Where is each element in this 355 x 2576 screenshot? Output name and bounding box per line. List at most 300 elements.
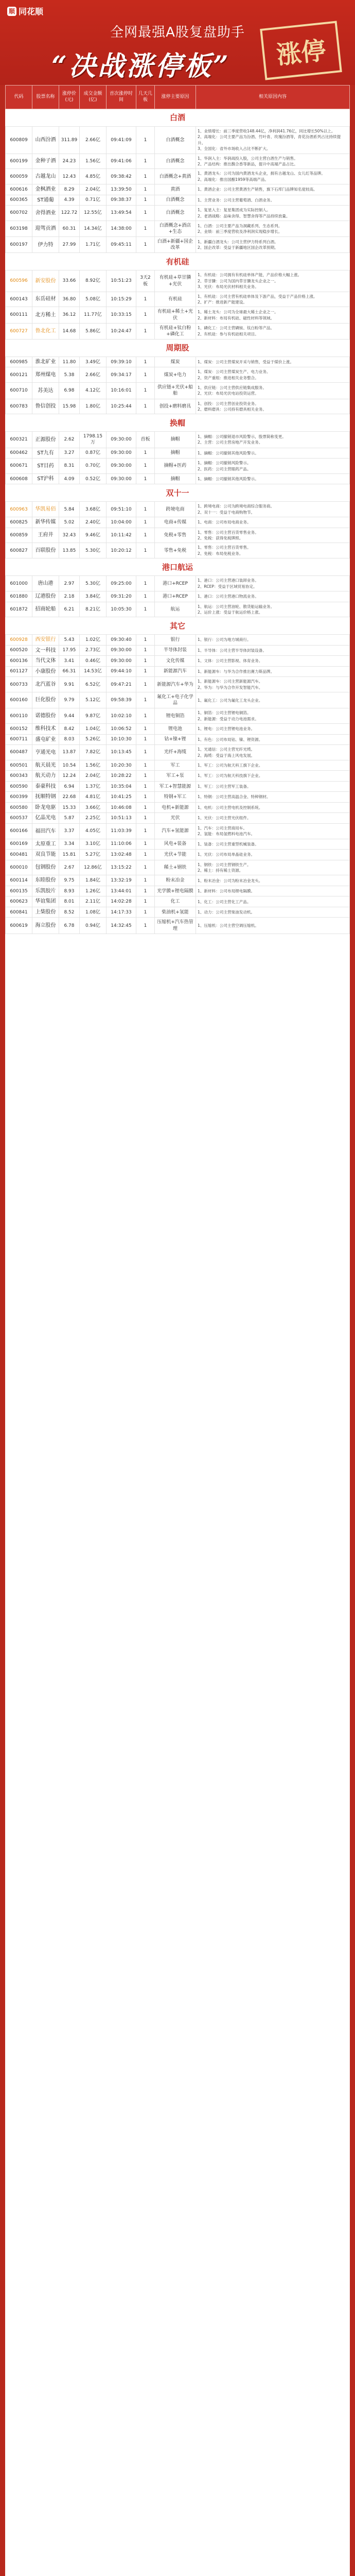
stock-code[interactable]: 600580 xyxy=(6,802,32,813)
stock-name[interactable]: ST目药 xyxy=(32,459,59,474)
reason-detail: 1、新疆白酒龙头：公司主营伊力特系列白酒。 2、国企改革：受益于新疆地区国企改革预期。 xyxy=(196,237,350,253)
table-row[interactable] xyxy=(6,357,350,367)
first-limit-time: 10:04:00 xyxy=(106,517,136,528)
table-row[interactable] xyxy=(6,195,350,206)
stock-code[interactable]: 600596 xyxy=(6,270,32,292)
limit-reason: 白酒概念 xyxy=(155,195,196,206)
reason-detail: 1、主营业务：公司主营葡萄酒、白酒业务。 xyxy=(196,195,350,206)
stock-name[interactable]: 双良节能 xyxy=(32,850,59,860)
table-row[interactable] xyxy=(6,323,350,339)
first-limit-time: 10:20:12 xyxy=(106,543,136,558)
section-title: 有机硅 xyxy=(6,253,350,270)
table-row[interactable] xyxy=(6,206,350,221)
limit-reason: 光伏 xyxy=(155,813,196,824)
stock-code[interactable]: 600121 xyxy=(6,367,32,383)
first-limit-time: 13:49:54 xyxy=(106,206,136,221)
stock-code[interactable]: 600501 xyxy=(6,760,32,771)
table-row[interactable] xyxy=(6,645,350,656)
table-row[interactable] xyxy=(6,792,350,803)
stock-code[interactable]: 600136 xyxy=(6,656,32,667)
reason-detail: 1、动力：公司主营柴油发动机。 xyxy=(196,907,350,918)
stock-name[interactable]: 海立股份 xyxy=(32,918,59,934)
board-count: 1 xyxy=(136,602,155,617)
limit-price: 6.98 xyxy=(59,383,80,399)
stock-code[interactable]: 600827 xyxy=(6,543,32,558)
table-row[interactable] xyxy=(6,591,350,602)
stock-name[interactable]: 上柴股份 xyxy=(32,907,59,918)
stock-code[interactable]: 600166 xyxy=(6,823,32,839)
trade-amount: 0.52亿 xyxy=(80,473,106,484)
first-limit-time: 09:30:00 xyxy=(106,432,136,448)
limit-price: 9.79 xyxy=(59,692,80,708)
stock-name[interactable]: 金枫酒业 xyxy=(32,184,59,195)
stock-name[interactable]: 福田汽车 xyxy=(32,823,59,839)
stock-code[interactable]: 600343 xyxy=(6,771,32,782)
reason-detail: 1、复星入主：复星集团成为实际控制人。 2、老酒战略：品味舍得、智慧舍得等产品持续放量。 xyxy=(196,206,350,221)
table-row[interactable] xyxy=(6,781,350,792)
table-row[interactable] xyxy=(6,760,350,771)
reason-detail: 1、特钢：公司主营高温合金、特种钢材。 xyxy=(196,792,350,803)
stock-name[interactable]: ST九有 xyxy=(32,448,59,459)
table-row[interactable] xyxy=(6,875,350,886)
stock-name[interactable]: 亨通光电 xyxy=(32,745,59,760)
table-row[interactable] xyxy=(6,635,350,646)
stock-name[interactable]: 唐山港 xyxy=(32,576,59,591)
table-row[interactable] xyxy=(6,666,350,677)
limit-reason: 光学膜+锂电隔膜 xyxy=(155,886,196,896)
trade-amount: 2.04亿 xyxy=(80,771,106,782)
limit-price: 33.66 xyxy=(59,270,80,292)
limit-reason: 白酒概念 xyxy=(155,206,196,221)
board-count: 1 xyxy=(136,502,155,517)
limit-reason: 白酒概念+黄酒 xyxy=(155,169,196,184)
table-row[interactable] xyxy=(6,154,350,169)
stock-code[interactable]: 600733 xyxy=(6,677,32,692)
page-header xyxy=(0,0,355,85)
stock-code[interactable]: 600537 xyxy=(6,813,32,824)
stock-name[interactable]: 华凯易佰 xyxy=(32,502,59,517)
trade-amount: 3.84亿 xyxy=(80,591,106,602)
logo-icon: 顺 xyxy=(7,7,16,16)
limit-reason: 特钢+军工 xyxy=(155,792,196,803)
reason-detail: 1、摘帽：公司撤销风险警示。 2、医药：公司主营眼药产品。 xyxy=(196,459,350,474)
limit-price: 22.68 xyxy=(59,792,80,803)
stock-code[interactable]: 600481 xyxy=(6,850,32,860)
table-row[interactable] xyxy=(6,528,350,543)
trade-amount: 12.86亿 xyxy=(80,860,106,875)
trade-amount: 8.92亿 xyxy=(80,270,106,292)
limit-reason: 煤炭 xyxy=(155,357,196,367)
limit-price: 24.23 xyxy=(59,154,80,169)
stock-name[interactable]: 新安股份 xyxy=(32,270,59,292)
board-count: 1 xyxy=(136,528,155,543)
stock-code[interactable]: 600783 xyxy=(6,399,32,414)
board-count: 1 xyxy=(136,591,155,602)
stock-name[interactable]: 乐凯胶片 xyxy=(32,886,59,896)
trade-amount: 4.81亿 xyxy=(80,792,106,803)
stock-code[interactable]: 601000 xyxy=(6,576,32,591)
table-row[interactable] xyxy=(6,692,350,708)
trade-amount: 0.70亿 xyxy=(80,459,106,474)
table-row[interactable] xyxy=(6,813,350,824)
table-row[interactable] xyxy=(6,734,350,745)
reason-detail: 1、航运：公司主营油轮、散货船运输业务。 2、运价上涨：受益于航运价格上涨。 xyxy=(196,602,350,617)
table-row[interactable] xyxy=(6,448,350,459)
limit-price: 2.62 xyxy=(59,432,80,448)
limit-reason: 有机硅+钛白粉+磷化工 xyxy=(155,323,196,339)
table-row[interactable] xyxy=(6,473,350,484)
stock-name[interactable]: 金种子酒 xyxy=(32,154,59,169)
limit-reason: 创投+磨料磨具 xyxy=(155,399,196,414)
limit-price: 5.02 xyxy=(59,517,80,528)
table-row[interactable] xyxy=(6,850,350,860)
stock-code[interactable]: 601880 xyxy=(6,591,32,602)
stock-code[interactable]: 601127 xyxy=(6,666,32,677)
stock-name[interactable]: 淮北矿业 xyxy=(32,357,59,367)
stock-name[interactable]: 北方稀土 xyxy=(32,307,59,323)
trade-amount: 1.26亿 xyxy=(80,886,106,896)
trade-amount: 4.85亿 xyxy=(80,169,106,184)
board-count: 1 xyxy=(136,656,155,667)
table-row[interactable] xyxy=(6,221,350,236)
stock-name[interactable]: 航天晨光 xyxy=(32,760,59,771)
stock-name[interactable]: 鲁信创投 xyxy=(32,399,59,414)
stock-code[interactable]: 600152 xyxy=(6,724,32,735)
reason-detail: 1、零售：公司主营百货零售业务。 2、免税：获得免税牌照。 xyxy=(196,528,350,543)
board-count: 1 xyxy=(136,459,155,474)
board-count: 1 xyxy=(136,792,155,803)
limit-reason: 文化传媒 xyxy=(155,656,196,667)
limit-price: 9.91 xyxy=(59,677,80,692)
table-row[interactable] xyxy=(6,307,350,323)
stock-name[interactable]: 鲁北化工 xyxy=(32,323,59,339)
board-count: 1 xyxy=(136,708,155,724)
stock-code[interactable]: 600711 xyxy=(6,734,32,745)
limit-price: 9.75 xyxy=(59,875,80,886)
table-row[interactable] xyxy=(6,886,350,896)
limit-price: 3.27 xyxy=(59,448,80,459)
stock-code[interactable]: 600985 xyxy=(6,357,32,367)
stock-name[interactable]: 迎驾贡酒 xyxy=(32,221,59,236)
stock-code[interactable]: 600462 xyxy=(6,448,32,459)
first-limit-time: 09:44:10 xyxy=(106,666,136,677)
first-limit-time: 10:16:01 xyxy=(106,383,136,399)
limit-price: 5.84 xyxy=(59,502,80,517)
stock-code[interactable]: 600619 xyxy=(6,918,32,934)
first-limit-time: 09:25:00 xyxy=(106,576,136,591)
stock-code[interactable]: 600399 xyxy=(6,792,32,803)
board-count: 1 xyxy=(136,221,155,236)
board-count: 1 xyxy=(136,677,155,692)
stock-name[interactable]: 亿晶光电 xyxy=(32,813,59,824)
stock-code[interactable]: 600928 xyxy=(6,635,32,646)
stock-code[interactable]: 600169 xyxy=(6,839,32,850)
stock-name[interactable]: 山西汾酒 xyxy=(32,127,59,154)
trade-amount: 1.56亿 xyxy=(80,154,106,169)
limit-price: 15.81 xyxy=(59,850,80,860)
stock-name[interactable]: 招商轮船 xyxy=(32,602,59,617)
stock-name[interactable]: 包钢股份 xyxy=(32,860,59,875)
stock-code[interactable]: 600590 xyxy=(6,781,32,792)
stock-name[interactable]: 航天动力 xyxy=(32,771,59,782)
first-limit-time: 09:34:17 xyxy=(106,367,136,383)
stock-code[interactable]: 600702 xyxy=(6,206,32,221)
reason-detail: 1、华润入主：华润战投入股，公司主营白酒生产与销售。 2、产品结构：推出馥合香等新品，提升中高端产品占比。 xyxy=(196,154,350,169)
first-limit-time: 09:30:40 xyxy=(106,635,136,646)
first-limit-time: 10:33:15 xyxy=(106,307,136,323)
trade-amount: 9.87亿 xyxy=(80,708,106,724)
table-row[interactable] xyxy=(6,656,350,667)
trade-amount: 5.30亿 xyxy=(80,543,106,558)
table-row[interactable] xyxy=(6,169,350,184)
trade-amount: 0.94亿 xyxy=(80,918,106,934)
reason-detail: 1、港口：公司主营港口物流业务。 xyxy=(196,591,350,602)
reason-detail: 1、光通信：公司主营光纤光缆。 2、海缆：受益于海上风电发展。 xyxy=(196,745,350,760)
limit-reason: 风电+装备 xyxy=(155,839,196,850)
trade-amount: 5.08亿 xyxy=(80,292,106,307)
trade-amount: 2.66亿 xyxy=(80,367,106,383)
reason-detail: 1、跨境电商：公司为跨境电商综合服务商。 2、双十一：受益于电商购物节。 xyxy=(196,502,350,517)
stock-name[interactable]: 抚顺特钢 xyxy=(32,792,59,803)
limit-reason: 锂电池 xyxy=(155,724,196,735)
stock-name[interactable]: 西安银行 xyxy=(32,635,59,646)
trade-amount: 5.27亿 xyxy=(80,850,106,860)
table-row[interactable] xyxy=(6,270,350,292)
stock-name[interactable]: 诺德股份 xyxy=(32,708,59,724)
table-row[interactable] xyxy=(6,184,350,195)
table-row[interactable] xyxy=(6,576,350,591)
limit-price: 8.42 xyxy=(59,724,80,735)
first-limit-time: 10:41:25 xyxy=(106,792,136,803)
first-limit-time: 09:47:21 xyxy=(106,677,136,692)
stock-code[interactable]: 600608 xyxy=(6,473,32,484)
stock-code[interactable]: 600010 xyxy=(6,860,32,875)
table-row[interactable] xyxy=(6,459,350,474)
stock-name[interactable]: 华谊集团 xyxy=(32,896,59,907)
stock-code[interactable]: 600143 xyxy=(6,292,32,307)
section-header-row xyxy=(6,617,350,635)
stock-code[interactable]: 600520 xyxy=(6,645,32,656)
stock-name[interactable]: 维科技术 xyxy=(32,724,59,735)
stock-name[interactable]: 小康股份 xyxy=(32,666,59,677)
table-row[interactable] xyxy=(6,745,350,760)
stock-code[interactable]: 600841 xyxy=(6,907,32,918)
reason-detail: 1、港口：公司主营港口装卸业务。 2、RCEP：受益于区域贸易协定。 xyxy=(196,576,350,591)
stock-name[interactable]: 当代文体 xyxy=(32,656,59,667)
stock-code[interactable]: 600710 xyxy=(6,383,32,399)
limit-price: 2.67 xyxy=(59,860,80,875)
trade-amount: 2.25亿 xyxy=(80,813,106,824)
trade-amount: 3.10亿 xyxy=(80,839,106,850)
stock-code[interactable]: 601872 xyxy=(6,602,32,617)
reason-detail: 1、摘帽：公司撤销退市风险警示，股票简称变更。 2、主营：公司主营房地产开发业务。 xyxy=(196,432,350,448)
stock-name[interactable]: 辽港股份 xyxy=(32,591,59,602)
stock-name[interactable]: ST通葡 xyxy=(32,195,59,206)
board-count: 1 xyxy=(136,169,155,184)
stock-code[interactable]: 600487 xyxy=(6,745,32,760)
reason-detail: 1、锂电：公司主营锂电池业务。 xyxy=(196,724,350,735)
stock-code[interactable]: 600199 xyxy=(6,154,32,169)
stock-name[interactable]: ST沪科 xyxy=(32,473,59,484)
reason-detail: 1、摘帽：公司撤销其他风险警示。 xyxy=(196,448,350,459)
first-limit-time: 09:30:00 xyxy=(106,459,136,474)
stock-name[interactable]: 王府井 xyxy=(32,528,59,543)
reason-detail: 1、新能源车：公司主营新能源汽车。 2、华为：与华为合作开发智能汽车。 xyxy=(196,677,350,692)
stock-name[interactable]: 郑州煤电 xyxy=(32,367,59,383)
reason-detail: 1、银行：公司为地方城商行。 xyxy=(196,635,350,646)
board-count: 1 xyxy=(136,839,155,850)
stock-name[interactable]: 新华传媒 xyxy=(32,517,59,528)
reason-detail: 1、钢铁：公司主营钢铁生产。 2、稀土：持有稀土资源。 xyxy=(196,860,350,875)
trade-amount: 1.71亿 xyxy=(80,237,106,253)
board-count: 1 xyxy=(136,473,155,484)
table-row[interactable] xyxy=(6,724,350,735)
reason-detail: 1、氟化工：公司为氟化工龙头企业。 xyxy=(196,692,350,708)
limit-price: 8.01 xyxy=(59,896,80,907)
stock-code[interactable]: 600111 xyxy=(6,307,32,323)
stock-code[interactable]: 600114 xyxy=(6,875,32,886)
stock-name[interactable]: 伊力特 xyxy=(32,237,59,253)
limit-price: 8.31 xyxy=(59,459,80,474)
first-limit-time: 11:10:06 xyxy=(106,839,136,850)
table-row[interactable] xyxy=(6,602,350,617)
table-row[interactable] xyxy=(6,771,350,782)
first-limit-time: 09:30:00 xyxy=(106,656,136,667)
trade-amount: 1798.15万 xyxy=(80,432,106,448)
stock-name[interactable]: 泰豪科技 xyxy=(32,781,59,792)
table-row[interactable] xyxy=(6,823,350,839)
limit-price: 5.87 xyxy=(59,813,80,824)
first-limit-time: 09:39:10 xyxy=(106,357,136,367)
first-limit-time: 09:41:09 xyxy=(106,127,136,154)
trade-amount: 5.86亿 xyxy=(80,323,106,339)
table-row[interactable] xyxy=(6,896,350,907)
table-row[interactable] xyxy=(6,907,350,918)
stock-code[interactable]: 600859 xyxy=(6,528,32,543)
table-row[interactable] xyxy=(6,918,350,934)
reason-detail: 1、军工：公司为航天科工旗下企业。 xyxy=(196,760,350,771)
first-limit-time: 10:24:47 xyxy=(106,323,136,339)
board-count: 1 xyxy=(136,195,155,206)
first-limit-time: 10:10:30 xyxy=(106,734,136,745)
stock-code[interactable]: 603198 xyxy=(6,221,32,236)
stock-name[interactable]: 百联股份 xyxy=(32,543,59,558)
stock-code[interactable]: 600963 xyxy=(6,502,32,517)
limit-price: 66.31 xyxy=(59,666,80,677)
table-row[interactable] xyxy=(6,517,350,528)
stock-code[interactable]: 600135 xyxy=(6,886,32,896)
stock-code[interactable]: 600160 xyxy=(6,692,32,708)
table-row[interactable] xyxy=(6,839,350,850)
table-row[interactable] xyxy=(6,677,350,692)
stock-name[interactable]: 太原重工 xyxy=(32,839,59,850)
limit-price: 17.95 xyxy=(59,645,80,656)
board-count: 1 xyxy=(136,745,155,760)
board-count: 1 xyxy=(136,399,155,414)
table-row[interactable] xyxy=(6,127,350,154)
stock-name[interactable]: 文一科技 xyxy=(32,645,59,656)
stock-name[interactable]: 东睦股份 xyxy=(32,875,59,886)
table-row[interactable] xyxy=(6,383,350,399)
table-row[interactable] xyxy=(6,860,350,875)
trade-amount: 14.34亿 xyxy=(80,221,106,236)
board-count: 1 xyxy=(136,206,155,221)
stock-name[interactable]: 苏美达 xyxy=(32,383,59,399)
stock-name[interactable]: 正源股份 xyxy=(32,432,59,448)
stock-name[interactable]: 北汽蓝谷 xyxy=(32,677,59,692)
limit-reason: 汽车+氢能源 xyxy=(155,823,196,839)
reason-detail: 1、白酒：公司主要产品为洞藏系列、生态系列。 2、业绩：前三季度营收及净利润实现稳步增长。 xyxy=(196,221,350,236)
limit-reason: 新能源汽车 xyxy=(155,666,196,677)
limit-reason: 白酒+新疆+国企改革 xyxy=(155,237,196,253)
limit-price: 4.09 xyxy=(59,473,80,484)
stock-code[interactable]: 600727 xyxy=(6,323,32,339)
stock-name[interactable]: 卧龙电驱 xyxy=(32,802,59,813)
first-limit-time: 10:06:52 xyxy=(106,724,136,735)
reason-detail: 1、磷化工：公司主营磷铵、钛白粉等产品。 2、有机硅：参与有机硅相关项目。 xyxy=(196,323,350,339)
limit-reason: 煤炭+电力 xyxy=(155,367,196,383)
limit-reason: 白酒概念 xyxy=(155,127,196,154)
stock-name[interactable]: 舍得酒业 xyxy=(32,206,59,221)
reason-detail: 1、煤炭：公司主营煤炭开采与销售，受益于煤价上涨。 xyxy=(196,357,350,367)
board-count: 1 xyxy=(136,666,155,677)
limit-reason: 黄酒 xyxy=(155,184,196,195)
stock-code[interactable]: 600616 xyxy=(6,184,32,195)
reason-detail: 1、创投：公司主营创业投资业务。 2、磨料磨具：公司持有磨具相关业务。 xyxy=(196,399,350,414)
stock-code[interactable]: 600825 xyxy=(6,517,32,528)
limit-price: 15.98 xyxy=(59,399,80,414)
stock-name[interactable]: 古越龙山 xyxy=(32,169,59,184)
stock-code[interactable]: 600059 xyxy=(6,169,32,184)
stock-code[interactable]: 600671 xyxy=(6,459,32,474)
limit-reason: 氟化工+电子化学品 xyxy=(155,692,196,708)
trade-amount: 1.80亿 xyxy=(80,399,106,414)
trade-amount: 4.12亿 xyxy=(80,383,106,399)
table-row[interactable] xyxy=(6,399,350,414)
table-row[interactable] xyxy=(6,502,350,517)
table-row[interactable] xyxy=(6,237,350,253)
trade-amount: 2.73亿 xyxy=(80,645,106,656)
table-row[interactable] xyxy=(6,432,350,448)
stock-code[interactable]: 600321 xyxy=(6,432,32,448)
reason-detail: 1、煤炭：公司主营煤炭生产、电力业务。 2、资产重组：推进相关业务整合。 xyxy=(196,367,350,383)
stock-code[interactable]: 600110 xyxy=(6,708,32,724)
first-limit-time: 09:38:42 xyxy=(106,169,136,184)
limit-price: 14.68 xyxy=(59,323,80,339)
table-row[interactable] xyxy=(6,708,350,724)
section-header-row xyxy=(6,109,350,127)
first-limit-time: 09:30:00 xyxy=(106,473,136,484)
reason-detail: 1、有机硅：公司拥有有机硅单体产能，产品价格大幅上涨。 2、草甘膦：公司为国内草甘膦龙头企业之一。 3、光伏：布局光伏材料相关业务。 xyxy=(196,270,350,292)
stock-name[interactable]: 巨化股份 xyxy=(32,692,59,708)
limit-reason: 军工+智慧能源 xyxy=(155,781,196,792)
table-row[interactable] xyxy=(6,802,350,813)
stock-code[interactable]: 600197 xyxy=(6,237,32,253)
stock-code[interactable]: 600809 xyxy=(6,127,32,154)
table-row[interactable] xyxy=(6,292,350,307)
stock-name[interactable]: 东岳硅材 xyxy=(32,292,59,307)
reason-detail: 1、压缩机：公司主营空调压缩机。 xyxy=(196,918,350,934)
limit-reason: 钴+镍+锂 xyxy=(155,734,196,745)
stock-name[interactable]: 盛屯矿业 xyxy=(32,734,59,745)
section-title: 换帽 xyxy=(6,414,350,432)
limit-reason: 军工 xyxy=(155,760,196,771)
table-row[interactable] xyxy=(6,543,350,558)
table-row[interactable] xyxy=(6,367,350,383)
trade-amount: 2.40亿 xyxy=(80,517,106,528)
stock-code[interactable]: 600365 xyxy=(6,195,32,206)
stock-code[interactable]: 600623 xyxy=(6,896,32,907)
